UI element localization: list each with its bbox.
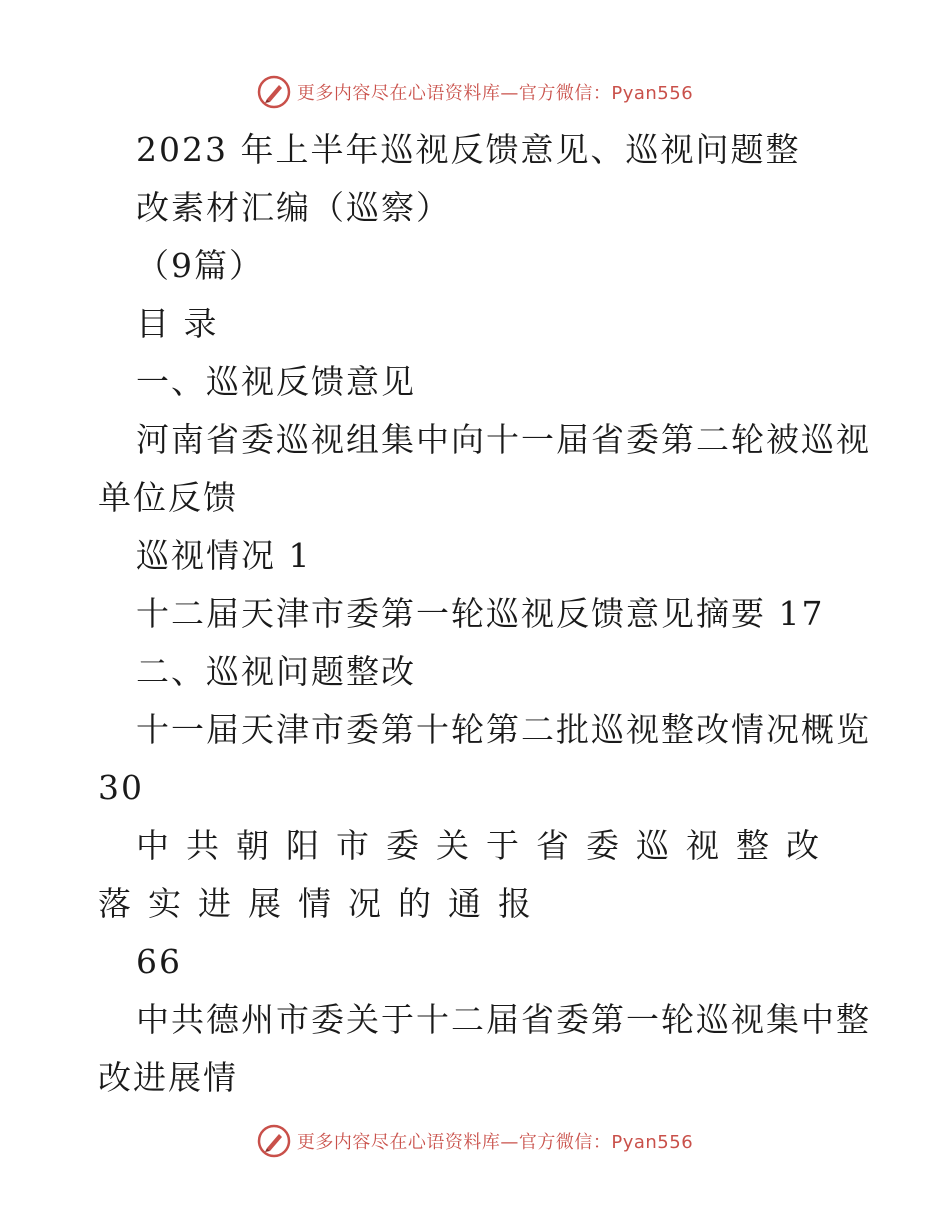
doc-title-line-2: 改素材汇编（巡察） — [136, 188, 451, 227]
doc-count: （9篇） — [136, 246, 264, 285]
toc-entry-3-page: 30 — [98, 768, 144, 807]
pen-logo-icon — [257, 1124, 291, 1158]
watermark-text: 更多内容尽在心语资料库—官方微信：Pyan556 — [296, 1132, 694, 1153]
watermark-header — [0, 72, 950, 112]
toc-entry-1-line-2: 单位反馈 — [98, 478, 238, 517]
toc-entry-1-line-1: 河南省委巡视组集中向十一届省委第二轮被巡视 — [136, 420, 871, 459]
section-heading-2: 二、巡视问题整改 — [136, 652, 416, 691]
watermark-text: 更多内容尽在心语资料库—官方微信：Pyan556 — [296, 83, 694, 104]
toc-entry-3-line-1: 十一届天津市委第十轮第二批巡视整改情况概览 — [136, 710, 871, 749]
watermark-footer — [0, 1121, 950, 1161]
toc-entry-2: 十二届天津市委第一轮巡视反馈意见摘要 17 — [136, 594, 825, 633]
pen-logo-icon — [257, 75, 291, 109]
doc-title-line-1: 2023 年上半年巡视反馈意见、巡视问题整 — [136, 130, 801, 169]
toc-heading: 目 录 — [136, 304, 219, 343]
toc-entry-5-line-2: 改进展情 — [98, 1058, 238, 1097]
section-heading-1: 一、巡视反馈意见 — [136, 362, 416, 401]
toc-entry-4-line-1: 中共朝阳市委关于省委巡视整改 — [136, 826, 836, 865]
toc-entry-4-page: 66 — [136, 942, 182, 981]
document-body — [98, 121, 871, 1107]
toc-entry-4-line-2: 落实进展情况的通报 — [98, 884, 548, 923]
toc-entry-5-line-1: 中共德州市委关于十二届省委第一轮巡视集中整 — [136, 1000, 871, 1039]
toc-entry-1-line-3: 巡视情况 1 — [136, 536, 312, 575]
